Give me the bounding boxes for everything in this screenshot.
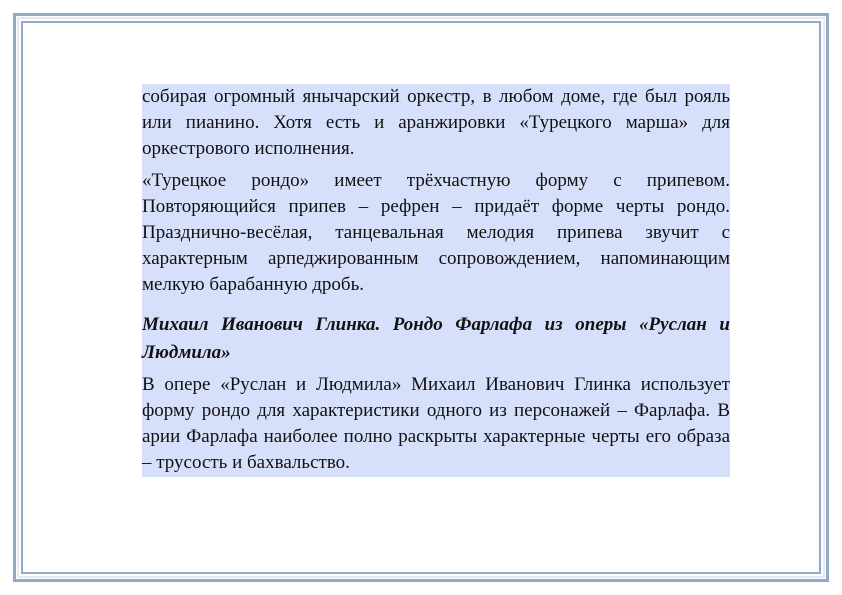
text-block — [142, 84, 730, 477]
paragraph-turkish-march-end: собирая огромный янычарский оркестр, в любом доме, где был рояль или пианино. Хотя есть и аранжировки «Турецкого марша» для оркестрового исполнения. — [142, 86, 730, 160]
paragraph-farlaf-rondo: В опере «Руслан и Людмила» Михаил Иванович Глинка использует форму рондо для характеристики одного из персонажей – Фарлафа. В арии Фарлафа наиболее полно раскрыты характерные черты его образа – трусость и бахвальство. — [142, 373, 730, 474]
section-heading-glinka: Михаил Иванович Глинка. Рондо Фарлафа из оперы «Руслан и Людмила» — [142, 313, 730, 363]
paragraph-turkish-rondo: «Турецкое рондо» имеет трёхчастную форму с припевом. Повторяющийся припев – рефрен – придаёт форме черты рондо. Празднично-весёлая, танцевальная мелодия припева звучит с характерным арпеджированным сопровождением, напоминающим мелкую барабанную дробь. — [142, 169, 730, 296]
